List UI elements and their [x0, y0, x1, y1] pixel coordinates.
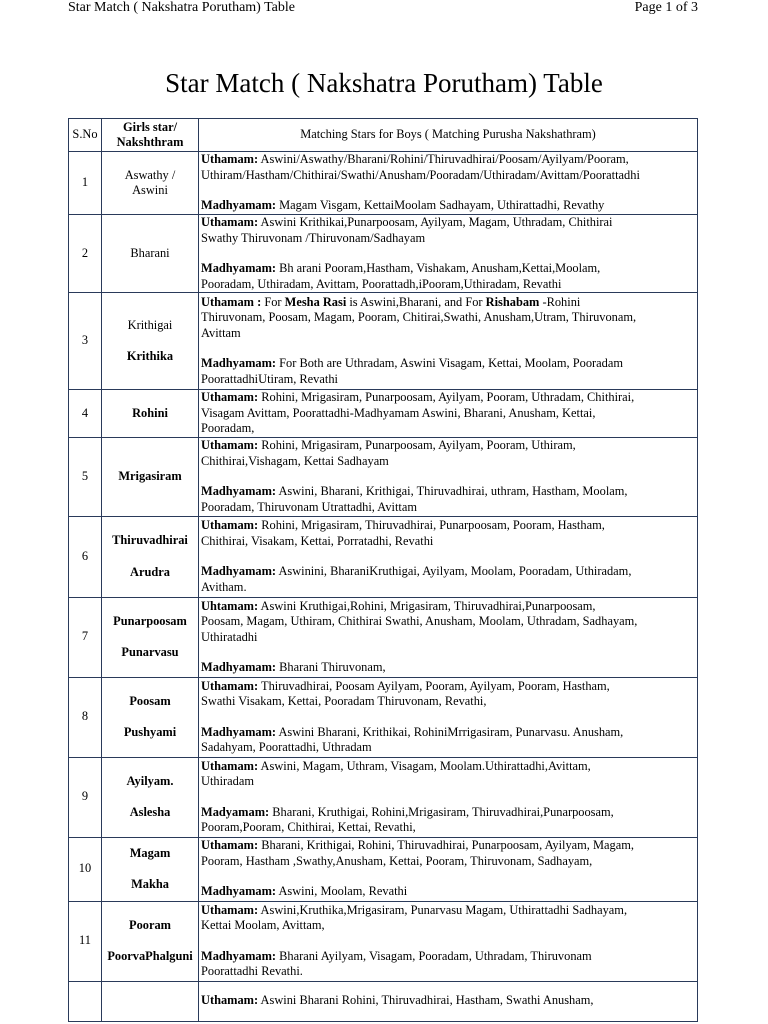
madhyamam-text-cont: Poorattadhi Revathi.: [201, 964, 303, 978]
girl-star-name: Pooram: [129, 917, 171, 932]
girl-star-alt-name: Makha: [131, 877, 169, 891]
madhyamam-text: Bharani Thiruvonam,: [276, 660, 386, 674]
uthamam-text-cont: Thiruvonam, Poosam, Magam, Pooram, Chitirai,Swathi, Anusham,Utram, Thiruvonam,: [201, 310, 637, 325]
uthamam-text-cont: Chithirai,Vishagam, Kettai Sadhayam: [201, 453, 389, 468]
uthamam-text: Rohini, Mrigasiram, Punarpoosam, Ayilyam, Pooram, Uthradam, Chithirai,: [258, 390, 635, 404]
uthamam-label: Uthamam:: [201, 438, 259, 452]
row-sno: 8: [69, 677, 102, 757]
uthamam-label: Uhtamam:: [201, 598, 259, 613]
uthamam-label: Uthamam:: [201, 215, 259, 229]
row-sno: 4: [69, 390, 102, 438]
row-girl-star: [102, 901, 199, 981]
uthamam-text-cont: Uthiradam: [201, 774, 254, 788]
row-matching-stars: [199, 293, 698, 390]
header-girls-star: [102, 119, 199, 152]
row-matching-stars: [199, 215, 698, 293]
table-row: [69, 437, 698, 516]
girl-star-name: Rohini: [132, 405, 168, 420]
girl-star-alt-name: Punarvasu: [121, 645, 179, 659]
madhyamam-label: Madhyamam:: [201, 660, 277, 674]
girl-star-alt-name: Krithika: [126, 349, 174, 363]
uthamam-text: Aswini Kruthigai,Rohini, Mrigasiram, Thiruvadhirai,Punarpoosam,: [258, 598, 596, 613]
uthamam-post: -Rohini: [539, 294, 581, 309]
row-sno: 10: [69, 837, 102, 901]
table-row: [69, 293, 698, 390]
uthamam-text-cont: Chithirai, Visakam, Kettai, Porratadhi, Revathi: [201, 533, 434, 548]
table-row: [69, 677, 698, 757]
header-sno: S.No: [69, 119, 102, 152]
table-row: [69, 215, 698, 293]
table-row: [69, 152, 698, 215]
girl-star-name: Punarpoosam: [113, 613, 187, 628]
table-row: [69, 597, 698, 677]
madhyamam-label: Madhyamam:: [201, 564, 277, 578]
madhyamam-label: Madhyamam:: [201, 356, 277, 371]
table-row: [69, 757, 698, 837]
page-header-title: Star Match ( Nakshatra Porutham) Table: [68, 0, 295, 15]
row-sno: 7: [69, 597, 102, 677]
table-header-row: [69, 119, 698, 152]
row-matching-stars: [199, 901, 698, 981]
row-sno: 5: [69, 437, 102, 516]
row-matching-stars: [199, 981, 698, 1021]
girl-star-name: Ayilyam.: [126, 773, 174, 788]
uthamam-label: Uthamam:: [201, 390, 259, 404]
uthamam-text: Aswini,Kruthika,Mrigasiram, Punarvasu Magam, Uthirattadhi Sadhayam,: [258, 902, 628, 917]
row-girl-star: [102, 677, 199, 757]
madhyamam-label: Madhyamam:: [201, 948, 277, 963]
row-matching-stars: [199, 837, 698, 901]
star-match-table: [68, 118, 698, 1022]
madhyamam-text: For Both are Uthradam, Aswini Visagam, Kettai, Moolam, Pooradam: [276, 356, 623, 371]
girl-star-name: Mrigasiram: [118, 468, 182, 483]
uthamam-text-cont: Swathi Visakam, Kettai, Pooradam Thiruvonam, Revathi,: [201, 694, 487, 708]
madhyamam-text-cont: Pooradam, Uthiradam, Avittam, Poorattadh,iPooram,Uthiradam, Revathi: [201, 276, 562, 291]
uthamam-label: Uthamam:: [201, 902, 259, 917]
girl-star-name: Bharani: [130, 245, 170, 260]
uthamam-label: Uthamam:: [201, 758, 259, 773]
madhyamam-label: Madhyamam:: [201, 484, 277, 498]
header-girls-star-line1: Girls star/: [122, 119, 178, 134]
row-matching-stars: [199, 757, 698, 837]
girl-star-alt-name: Arudra: [130, 564, 170, 579]
row-sno: [69, 981, 102, 1021]
madhyamam-text-cont: Pooram,Pooram, Chithirai, Kettai, Revathi,: [201, 820, 416, 834]
uthamam-text: Rohini, Mrigasiram, Thiruvadhirai, Punarpoosam, Pooram, Hastham,: [258, 518, 605, 532]
uthamam-label: Uthamam:: [201, 678, 259, 693]
madhyamam-text-cont: Avitham.: [201, 579, 247, 594]
madhyamam-text: Bharani Ayilyam, Visagam, Pooradam, Uthradam, Thiruvonam: [276, 948, 592, 963]
row-girl-star: [102, 837, 199, 901]
table-row: [69, 837, 698, 901]
uthamam-text-cont: Swathy Thiruvonam /Thiruvonam/Sadhayam: [201, 230, 426, 245]
uthamam-label: Uthamam :: [201, 294, 262, 309]
table-row: [69, 516, 698, 597]
row-matching-stars: [199, 152, 698, 215]
row-sno: 11: [69, 901, 102, 981]
girl-star-alt-name: Aswini: [132, 183, 168, 197]
madhyamam-label: Madyamam:: [201, 804, 270, 819]
row-girl-star: [102, 215, 199, 293]
uthamam-text: Rohini, Mrigasiram, Punarpoosam, Ayilyam, Pooram, Uthiram,: [258, 438, 576, 452]
uthamam-text: Thiruvadhirai, Poosam Ayilyam, Pooram, Ayilyam, Pooram, Hastham,: [258, 678, 610, 693]
uthamam-label: Uthamam:: [201, 518, 259, 532]
rishabam-label: Rishabam: [485, 294, 540, 309]
madhyamam-text: Aswini, Moolam, Revathi: [276, 884, 408, 899]
uthamam-label: Uthamam:: [201, 838, 259, 853]
page-title: Star Match ( Nakshatra Porutham) Table: [165, 68, 603, 98]
uthamam-text-cont2: Avittam: [201, 325, 241, 340]
row-matching-stars: [199, 390, 698, 438]
row-sno: 9: [69, 757, 102, 837]
row-matching-stars: [199, 597, 698, 677]
madhyamam-text: Bharani, Kruthigai, Rohini,Mrigasiram, Thiruvadhirai,Punarpoosam,: [269, 804, 614, 819]
uthamam-text-cont: Visagam Avittam, Poorattadhi-Madhyamam Aswini, Bharani, Anusham, Kettai,: [201, 405, 596, 420]
row-sno: 2: [69, 215, 102, 293]
uthamam-mid: is Aswini,Bharani, and For: [346, 294, 486, 309]
girl-star-name: Thiruvadhirai: [112, 533, 188, 547]
uthamam-text-cont: Kettai Moolam, Avittam,: [201, 918, 325, 932]
row-matching-stars: [199, 437, 698, 516]
row-girl-star: [102, 437, 199, 516]
mesha-rasi-label: Mesha Rasi: [284, 294, 347, 309]
uthamam-text: Aswini/Aswathy/Bharani/Rohini/Thiruvadhirai/Poosam/Ayilyam/Pooram,: [258, 152, 629, 167]
row-girl-star: [102, 293, 199, 390]
madhyamam-label: Madhyamam:: [201, 724, 277, 739]
madhyamam-text: Aswini Bharani, Krithikai, RohiniMrrigasiram, Punarvasu. Anusham,: [276, 724, 624, 739]
uthamam-text-cont2: Uthiratadhi: [201, 629, 258, 644]
uthamam-pre: For: [261, 294, 285, 309]
uthamam-text: Bharani, Krithigai, Rohini, Thiruvadhirai, Punarpoosam, Ayilyam, Magam,: [258, 838, 634, 853]
row-sno: 3: [69, 293, 102, 390]
uthamam-text-cont2: Pooradam,: [201, 421, 255, 435]
row-matching-stars: [199, 516, 698, 597]
uthamam-text: Aswini Krithikai,Punarpoosam, Ayilyam, Magam, Uthradam, Chithirai: [258, 215, 613, 229]
madhyamam-text: Magam Visgam, KettaiMoolam Sadhayam, Uthirattadhi, Revathy: [276, 198, 605, 213]
madhyamam-label: Madhyamam:: [201, 884, 277, 899]
row-girl-star: [102, 597, 199, 677]
madhyamam-text: Aswinini, BharaniKruthigai, Ayilyam, Moolam, Pooradam, Uthiradam,: [276, 564, 632, 578]
uthamam-text-cont: Uthiram/Hastham/Chithirai/Swathi/Anusham/Pooradam/Uthiradam/Avittam/Poorattadhi: [201, 167, 640, 182]
table-row: [69, 901, 698, 981]
girl-star-alt-name: Aslesha: [129, 805, 171, 819]
uthamam-text: Aswini, Magam, Uthram, Visagam, Moolam.Uthirattadhi,Avittam,: [258, 758, 591, 773]
row-girl-star: [102, 390, 199, 438]
uthamam-label: Uthamam:: [201, 993, 259, 1008]
madhyamam-text: Aswini, Bharani, Krithigai, Thiruvadhirai, uthram, Hastham, Moolam,: [276, 484, 628, 498]
girl-star-name: Magam: [129, 845, 171, 860]
girl-star-alt-name: PoorvaPhalguni: [107, 949, 193, 963]
uthamam-label: Uthamam:: [201, 152, 259, 167]
row-girl-star: [102, 152, 199, 215]
girl-star-name: Aswathy /: [124, 167, 176, 182]
madhyamam-text: Bh arani Pooram,Hastham, Vishakam, Anusham,Kettai,Moolam,: [276, 261, 601, 275]
uthamam-text-cont: Poosam, Magam, Uthiram, Chithirai Swathi, Anusham, Moolam, Uthradam, Sadhayam,: [201, 614, 638, 628]
header-matching-stars: Matching Stars for Boys ( Matching Purusha Nakshathram): [199, 119, 698, 152]
page-number: Page 1 of 3: [634, 0, 698, 15]
girl-star-name: Poosam: [129, 693, 171, 708]
girl-star-alt-name: Pushyami: [123, 725, 177, 739]
madhyamam-text-cont: Sadahyam, Poorattadhi, Uthradam: [201, 740, 372, 754]
row-sno: 6: [69, 516, 102, 597]
table-row: [69, 390, 698, 438]
madhyamam-text-cont: Pooradam, Thiruvonam Utrattadhi, Avittam: [201, 499, 417, 514]
row-girl-star: [102, 516, 199, 597]
header-girls-star-line2: Nakshthram: [116, 135, 184, 149]
girl-star-name: Krithigai: [127, 317, 173, 332]
uthamam-text: Aswini Bharani Rohini, Thiruvadhirai, Hastham, Swathi Anusham,: [258, 993, 594, 1008]
madhyamam-text-cont: PoorattadhiUtiram, Revathi: [201, 371, 338, 386]
madhyamam-label: Madhyamam:: [201, 261, 277, 275]
madhyamam-label: Madhyamam:: [201, 198, 277, 213]
table-row: [69, 981, 698, 1021]
row-sno: 1: [69, 152, 102, 215]
row-girl-star: [102, 757, 199, 837]
uthamam-text-cont: Pooram, Hastham ,Swathy,Anusham, Kettai, Pooram, Thiruvonam, Sadhayam,: [201, 853, 593, 868]
row-matching-stars: [199, 677, 698, 757]
row-girl-star: [102, 981, 199, 1021]
